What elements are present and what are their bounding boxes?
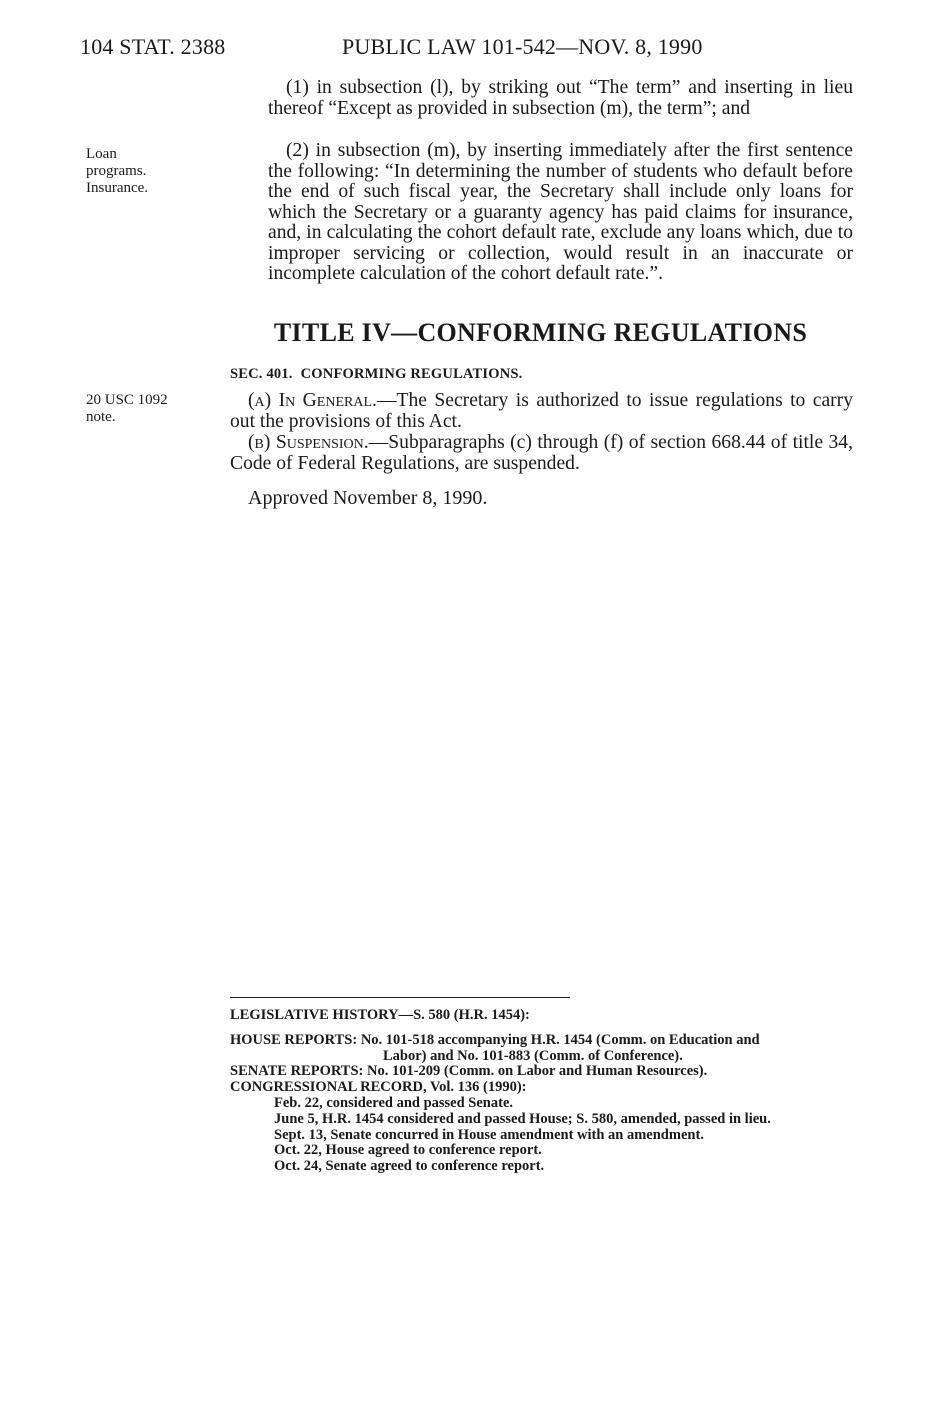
subsection-a-text: —The Secretary is authorized to issue regulations to carry out the provisions of this Act.: [230, 390, 854, 432]
record-item: June 5, H.R. 1454 considered and passed House; S. 580, amended, passed in lieu.: [274, 1110, 771, 1127]
house-reports-line: HOUSE REPORTS: No. 101-518 accompanying H.R. 1454 (Comm. on Education and: [230, 1031, 760, 1048]
statute-citation: 104 STAT. 2388: [80, 34, 226, 59]
approval-date: Approved November 8, 1990.: [248, 487, 488, 509]
section-heading: [230, 366, 523, 383]
paragraph-2: (2) in subsection (m), by inserting immediately after the first sentence the following: “In determining the number of students who default before the end of such fiscal year, the Secretary shall include only loans for which the Secretary or a guaranty agency has paid claims for insurance, and, in calculating the cohort default rate, exclude any loans which, due to improper servicing or collection, would result in an inaccurate or incomplete calculation of the cohort default rate.”.: [268, 140, 853, 284]
section-title: CONFORMING REGULATIONS.: [300, 366, 523, 382]
house-reports-continuation: Labor) and No. 101-883 (Comm. of Conference).: [383, 1047, 683, 1064]
paragraph-1: (1) in subsection (l), by striking out “The term” and inserting in lieu thereof “Except as provided in subsection (m), the term”; and: [268, 77, 853, 119]
margin-note-line: Loan: [86, 146, 117, 162]
margin-note-line: 20 USC 1092: [86, 392, 168, 408]
subsection-a-label: (a) In General.: [248, 390, 377, 411]
senate-reports-line: SENATE REPORTS: No. 101-209 (Comm. on Labor and Human Resources).: [230, 1063, 708, 1080]
record-item: Oct. 24, Senate agreed to conference report.: [274, 1158, 545, 1175]
margin-note-usc: [86, 392, 196, 426]
margin-note-line: Insurance.: [86, 180, 149, 196]
congressional-record-line: CONGRESSIONAL RECORD, Vol. 136 (1990):: [230, 1079, 527, 1096]
title-heading: TITLE IV—CONFORMING REGULATIONS: [273, 318, 808, 347]
public-law-heading: PUBLIC LAW 101-542—NOV. 8, 1990: [342, 34, 703, 59]
record-item: Sept. 13, Senate concurred in House amendment with an amendment.: [274, 1126, 704, 1143]
subsection-a: [230, 390, 853, 432]
section-number: SEC. 401.: [230, 366, 293, 382]
page-header: [80, 32, 860, 62]
margin-note-loan-programs: [86, 146, 196, 197]
record-item: Feb. 22, considered and passed Senate.: [274, 1094, 514, 1111]
subsection-b: [230, 432, 853, 474]
margin-note-line: note.: [86, 409, 116, 425]
footnote-divider: [230, 997, 570, 998]
subsection-b-label: (b) Suspension.: [248, 432, 369, 453]
subsection-b-text: —Subparagraphs (c) through (f) of section 668.44 of title 34, Code of Federal Regulations, are suspended.: [230, 432, 853, 474]
record-item: Oct. 22, House agreed to conference report.: [274, 1142, 542, 1159]
legislative-history: [230, 1008, 855, 1175]
legislative-history-title: LEGISLATIVE HISTORY—S. 580 (H.R. 1454):: [230, 1007, 530, 1023]
margin-note-line: programs.: [86, 163, 147, 179]
